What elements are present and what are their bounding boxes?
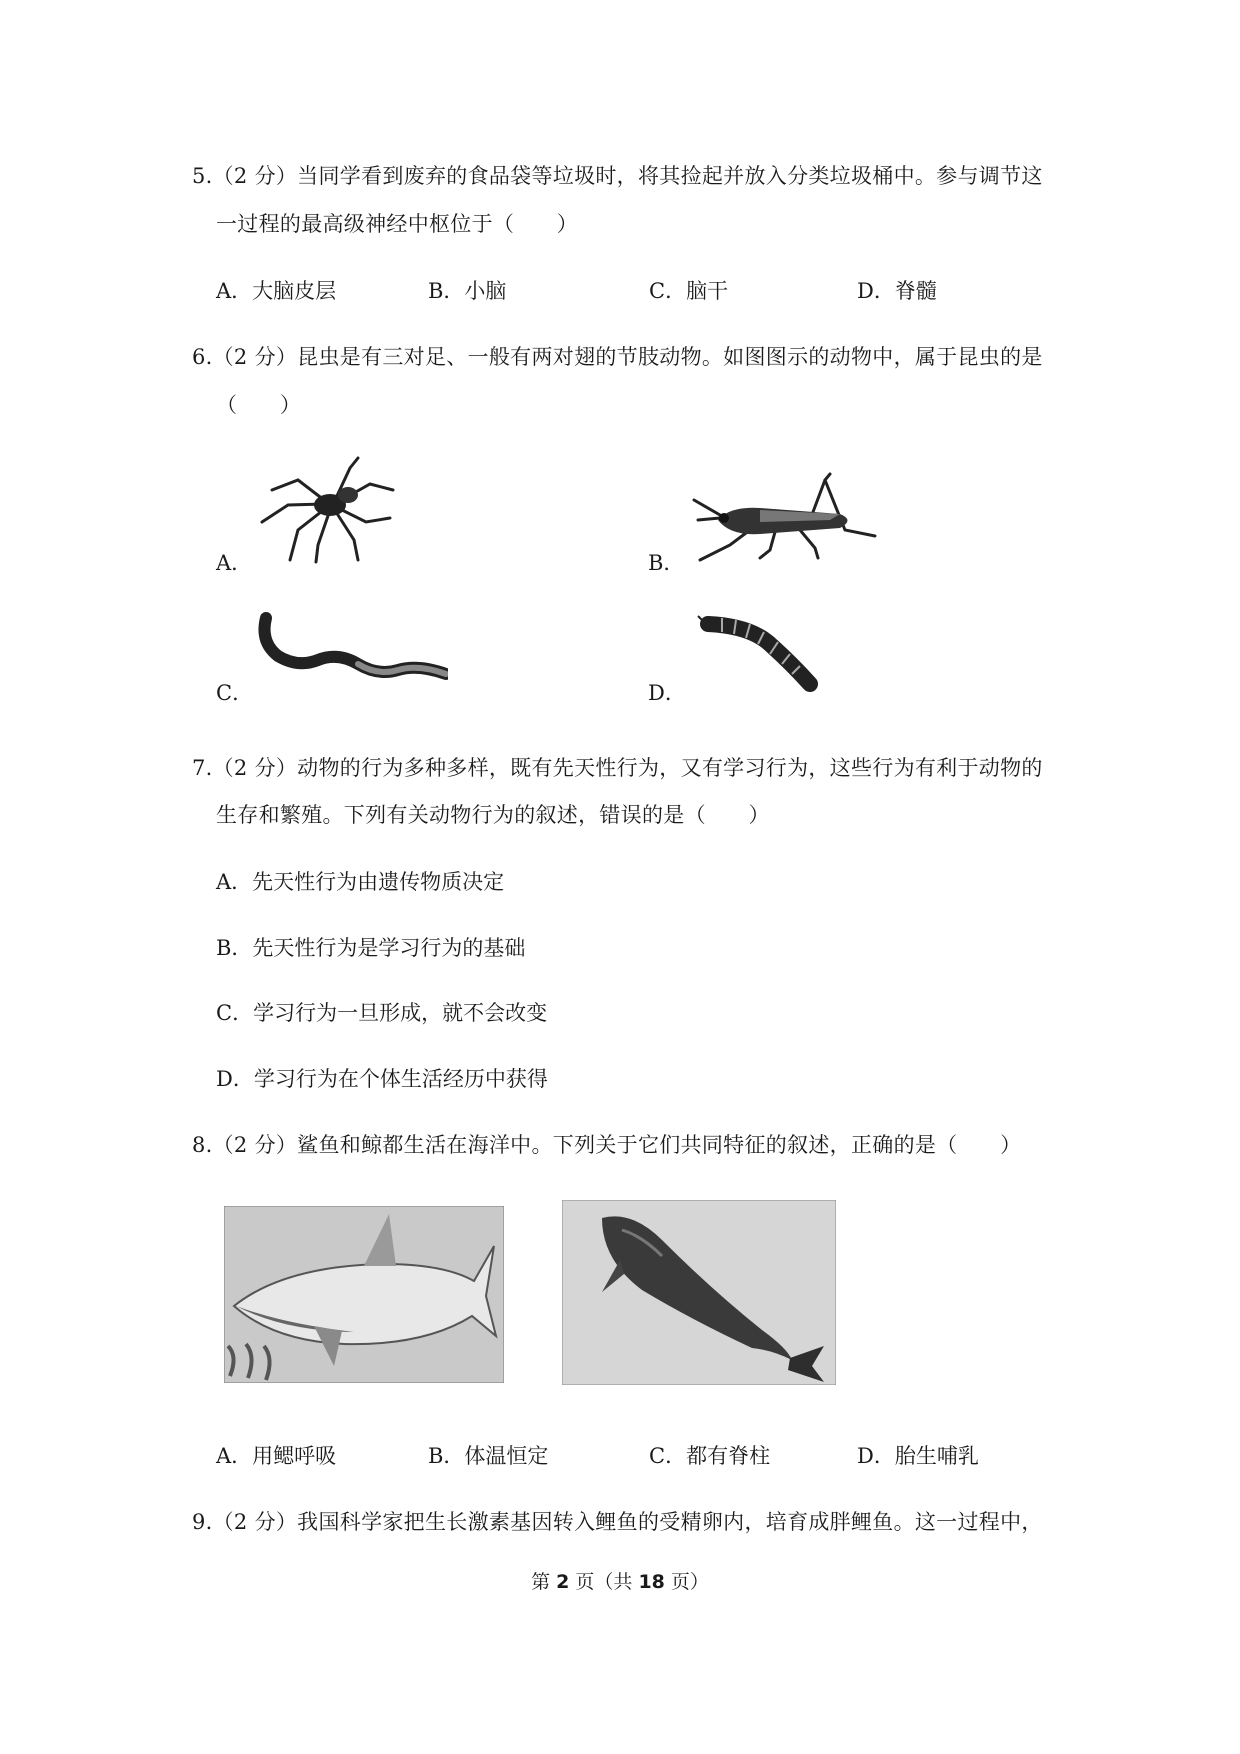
spider-image <box>258 450 398 565</box>
whale-image <box>562 1200 836 1385</box>
q6-option-b: B． <box>648 551 685 575</box>
q7-option-b: B．先天性行为是学习行为的基础 <box>216 936 526 960</box>
q6-line2: （ ） <box>216 393 302 417</box>
q7-line1: 7.（2 分）动物的行为多种多样，既有先天性行为，又有学习行为，这些行为有利于动物的 <box>192 756 1043 780</box>
q7-option-c: C．学习行为一旦形成，就不会改变 <box>216 1001 548 1025</box>
q6-option-d: D． <box>648 681 686 705</box>
grasshopper-image <box>690 470 880 565</box>
q6-line1: 6.（2 分）昆虫是有三对足、一般有两对翅的节肢动物。如图图示的动物中，属于昆虫的是 <box>192 345 1043 369</box>
q5-option-c: C．脑干 <box>649 279 729 303</box>
q5-option-a: A．大脑皮层 <box>216 279 337 303</box>
q7-line2: 生存和繁殖。下列有关动物行为的叙述，错误的是（ ） <box>216 803 770 827</box>
q5-option-d: D．脊髓 <box>857 279 937 303</box>
q8-option-a: A．用鳃呼吸 <box>216 1444 337 1468</box>
q8-option-c: C．都有脊柱 <box>649 1444 771 1468</box>
worm-image <box>258 612 448 687</box>
q6-option-c: C． <box>216 681 254 705</box>
footer-prefix: 第 <box>531 1571 557 1593</box>
shark-image <box>224 1206 504 1383</box>
q5-line1: 5.（2 分）当同学看到废弃的食品袋等垃圾时，将其捡起并放入分类垃圾桶中。参与调节这 <box>192 164 1043 188</box>
q8-line1: 8.（2 分）鲨鱼和鲸都生活在海洋中。下列关于它们共同特征的叙述，正确的是（ ） <box>192 1133 1022 1157</box>
footer-suffix: 页） <box>664 1571 709 1593</box>
footer-middle: 页（共 <box>569 1571 639 1593</box>
footer-page-number: 2 <box>556 1571 570 1593</box>
q6-option-a: A． <box>216 551 253 575</box>
footer-total-pages: 18 <box>638 1571 665 1593</box>
q5-option-b: B．小脑 <box>428 279 507 303</box>
q5-line2: 一过程的最高级神经中枢位于（ ） <box>216 212 579 236</box>
page-footer <box>0 1570 1240 1594</box>
caterpillar-image <box>692 612 822 692</box>
q8-option-b: B．体温恒定 <box>428 1444 549 1468</box>
q7-option-a: A．先天性行为由遗传物质决定 <box>216 870 505 894</box>
q9-line1: 9.（2 分）我国科学家把生长激素基因转入鲤鱼的受精卵内，培育成胖鲤鱼。这一过程中， <box>192 1510 1043 1534</box>
q7-option-d: D．学习行为在个体生活经历中获得 <box>216 1067 548 1091</box>
q8-option-d: D．胎生哺乳 <box>857 1444 979 1468</box>
